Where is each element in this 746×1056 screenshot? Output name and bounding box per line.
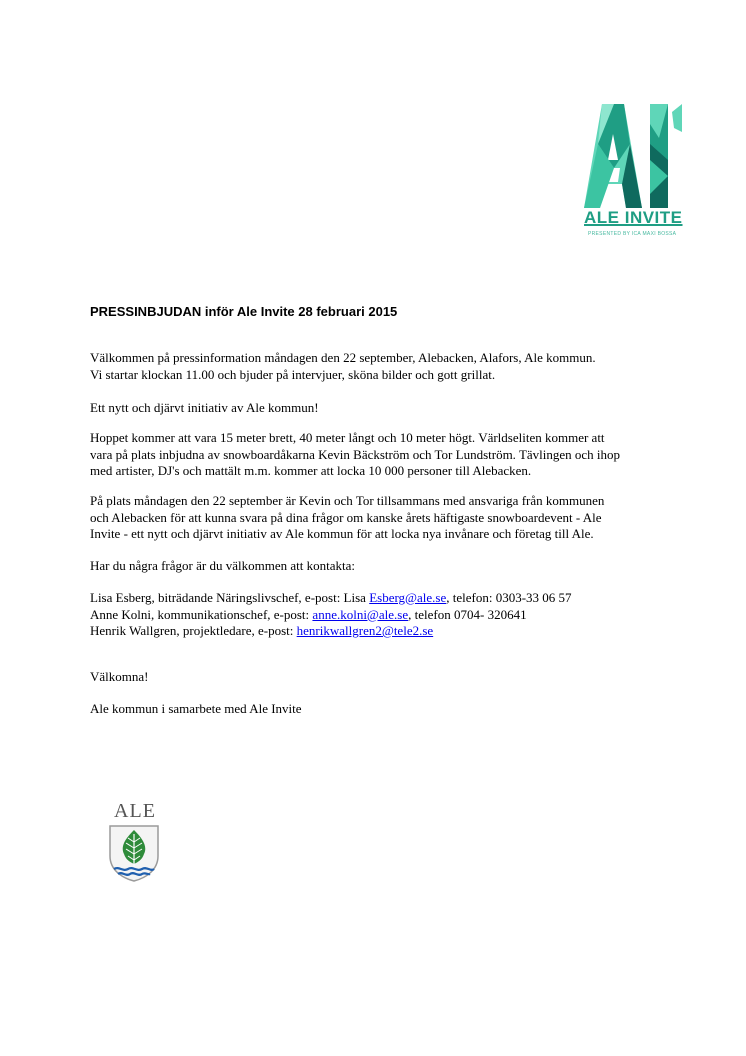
welcome-paragraph xyxy=(90,669,670,686)
jump-line: vara på plats inbjudna av snowboardåkarna Kevin Bäckström och Tor Lundström. Tävlingen och ihop xyxy=(90,446,621,462)
initiative-line: Ett nytt och djärvt initiativ av Ale kommun! xyxy=(90,400,319,415)
onsite-line: Invite - ett nytt och djärvt initiativ av Ale kommun för att locka nya invånare och företag till Ale. xyxy=(90,526,594,541)
intro-line: Välkommen på pressinformation måndagen den 22 september, Alebacken, Alafors, Ale kommun. xyxy=(90,350,596,365)
questions-paragraph xyxy=(90,558,670,575)
email-link[interactable]: Esberg@ale.se xyxy=(369,590,447,605)
intro-line: Vi startar klockan 11.00 och bjuder på intervjuer, sköna bilder och gott grillat. xyxy=(90,366,496,382)
contact-row xyxy=(90,590,670,607)
jump-paragraph xyxy=(90,430,670,480)
initiative-paragraph xyxy=(90,400,670,417)
contact-row xyxy=(90,623,670,640)
contact-list xyxy=(90,590,670,640)
jump-line: Hoppet kommer att vara 15 meter brett, 40 meter långt och 10 meter högt. Världseliten kommer att xyxy=(90,430,605,445)
contact-text: Lisa Esberg, biträdande Näringslivschef, e-post: Lisa xyxy=(90,590,370,605)
email-link[interactable]: anne.kolni@ale.se xyxy=(312,606,409,622)
ale-invite-emblem-icon xyxy=(584,104,682,208)
welcome-line: Välkomna! xyxy=(90,669,149,684)
questions-line: Har du några frågor är du välkommen att kontakta: xyxy=(90,558,355,573)
onsite-line: och Alebacken för att kunna svara på dina frågor om kanske årets häftigaste snowboardevent - Ale xyxy=(90,509,602,525)
contact-text: Henrik Wallgren, projektledare, e-post: xyxy=(90,623,297,638)
intro-paragraph xyxy=(90,350,670,383)
contact-row xyxy=(90,607,670,624)
jump-line: med artister, DJ's och mattält m.m. kommer att locka 10 000 personer till Alebacken. xyxy=(90,463,532,478)
ale-kommun-wordmark: ALE xyxy=(114,800,156,822)
ale-kommun-shield-icon xyxy=(108,824,160,882)
onsite-paragraph xyxy=(90,493,670,543)
signoff-paragraph xyxy=(90,701,670,718)
contact-text: , telefon: 0303-33 06 57 xyxy=(446,590,572,605)
signoff-line: Ale kommun i samarbete med Ale Invite xyxy=(90,701,302,716)
onsite-line: På plats måndagen den 22 september är Kevin och Tor tillsammans med ansvariga från kommunen xyxy=(90,493,605,508)
contact-text: Anne Kolni, kommunikationschef, e-post: xyxy=(90,606,313,622)
email-link[interactable]: henrikwallgren2@tele2.se xyxy=(296,623,434,638)
ale-invite-wordmark: ALE INVITE xyxy=(584,208,683,227)
document-title: PRESSINBJUDAN inför Ale Invite 28 februari 2015 xyxy=(90,304,398,319)
contact-text: , telefon 0704- 320641 xyxy=(408,606,527,622)
ale-invite-tagline: PRESENTED BY ICA MAXI BOSSA xyxy=(588,231,677,237)
